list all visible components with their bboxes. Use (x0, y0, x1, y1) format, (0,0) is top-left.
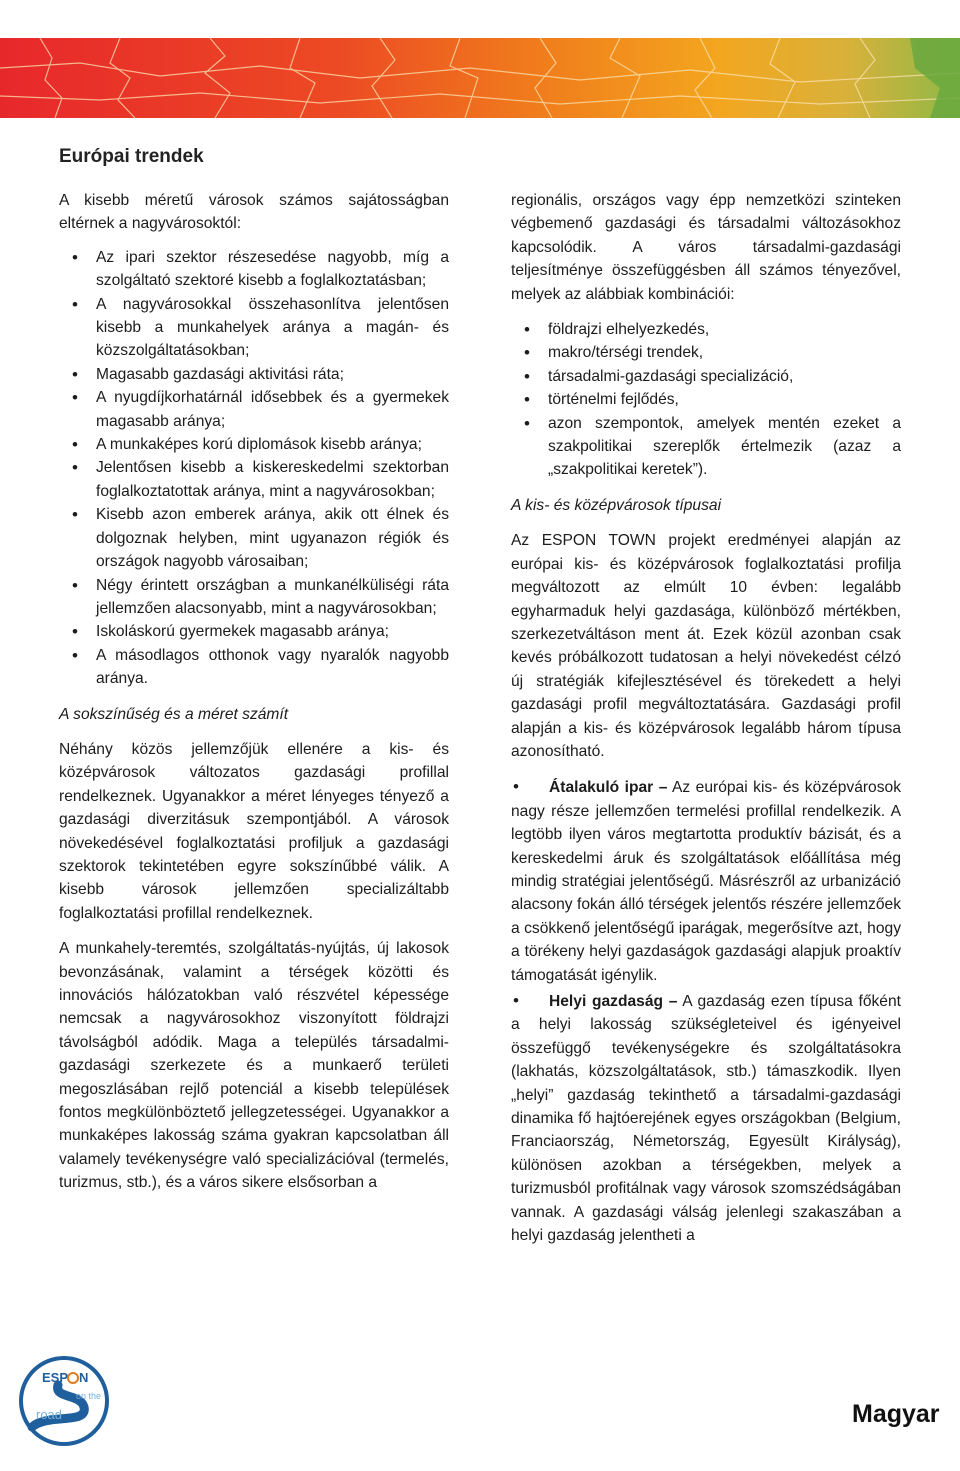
list-item: • A nagyvárosokkal összehasonlítva jelentősen kisebb a munkahelyek aránya a magán- és közszolgáltatásokban; (96, 293, 449, 363)
list-item: • Négy érintett országban a munkanélküliségi ráta jellemzően alacsonyabb, mint a nagyvárosokban; (96, 574, 449, 621)
dash: – (658, 779, 668, 797)
page-title: Európai trendek (59, 146, 204, 167)
list-item: • Magasabb gazdasági aktivitási ráta; (96, 363, 449, 386)
right-column (511, 189, 901, 1249)
town-type-item (511, 989, 901, 1247)
espon-on-the-road-logo (18, 1355, 110, 1447)
list-item: • földrajzi elhelyezkedés, (548, 318, 901, 341)
list-item: • azon szempontok, amelyek mentén ezeket a szakpolitikai szereplők értelmezik (azaz a „szakpolitikai keretek”). (548, 412, 901, 482)
body-paragraph: Néhány közös jellemzőjük ellenére a kis- és középvárosok változatos gazdasági profillal rendelkeznek. Ugyanakkor a méret lényeges tényező a gazdasági diverzitásuk szempontjából. A városok növekedésével foglalkoztatási profiljuk a gazdasági szektorok tekintetében egyre sokszínűbbé válik. A kisebb városok jellemzően specializáltabb foglalkoztatási profillal rendelkeznek. (59, 740, 449, 922)
list-item: • Kisebb azon emberek aránya, akik ott élnek és dolgoznak helyben, mint ugyanazon régiók és országok nagyobb városaiban; (96, 503, 449, 573)
header-banner (0, 38, 960, 118)
language-label: Magyar (852, 1400, 940, 1428)
logo-espon: ESP (42, 1370, 69, 1385)
list-item: • Iskoláskorú gyermekek magasabb aránya; (96, 620, 449, 643)
europe-map-banner-icon (0, 38, 960, 118)
factors-list (511, 318, 901, 482)
body-paragraph: Az ESPON TOWN projekt eredményei alapján az európai kis- és középvárosok foglalkoztatási profilja megváltozott az elmúlt 10 évben: legalább egyharmaduk helyi gazdasága, különböző mértékben, szerkezetváltáson ment át. Ezek közül azonban csak kevés próbálkozott tudatosan a helyi növekedést célzó új stratégiák kifejlesztésével és törekedett a helyi gazdasági profil megváltoztatására. Gazdasági profil alapján a kis- és középvárosok legalább három típusa azonosítható. (511, 532, 901, 760)
logo-road: road (36, 1407, 63, 1422)
town-type-title: Átalakuló ipar (549, 779, 654, 797)
list-item: • Az ipari szektor részesedése nagyobb, míg a szolgáltató szektoré kisebb a foglalkoztatásban; (96, 246, 449, 293)
dash: – (668, 993, 678, 1010)
characteristics-list (59, 246, 449, 691)
list-item: • A munkaképes korú diplomások kisebb aránya; (96, 433, 449, 456)
left-column (59, 189, 449, 1207)
town-type-text: Az európai kis- és középvárosok nagy része jellemzően termelési profillal rendelkezik. A legtöbb ilyen város megtartotta produktív bázisát, és a kereskedelmi áruk és szolgáltatások előállítása még mindig stratégiai jelentőségű. Másrészről az urbanizáció alacsony fokán álló térségek jelentős részére jellemzőek a csökkenő jelentőségű iparágak, megerősítve azt, hogy a törékeny helyi gazdaságok gazdasági alapjuk proaktív támogatását igénylik. (511, 779, 901, 984)
section-subheading: A sokszínűség és a méret számít (59, 705, 289, 723)
town-type-item (511, 775, 901, 987)
left-intro: A kisebb méretű városok számos sajátosságban eltérnek a nagyvárosoktól: (59, 192, 449, 233)
town-types (511, 775, 901, 1247)
body-paragraph: regionális, országos vagy épp nemzetközi szinteken végbemenő gazdasági és társadalmi változásokhoz kapcsolódik. A város társadalmi-gazdasági teljesítménye összefüggésben áll számos tényezővel, melyek az alábbiak kombinációi: (511, 192, 901, 303)
logo-espon-n: N (79, 1370, 89, 1385)
bullet-icon: • (513, 777, 519, 797)
body-paragraph: A munkahely-teremtés, szolgáltatás-nyújtás, új lakosok bevonzásának, valamint a térségek közötti és innovációs hálózatokban való részvétel képessége nemcsak a nagyvárosokhoz viszonyított földrajzi távolságból adódik. Maga a település társadalmi-gazdasági szerkezete és a munkaerő területi megoszlásában rejlő potenciál a kisebb települések fontos megkülönböztető jellegzetességei. Ugyanakkor a munkaképes lakosság száma gyakran kapcsolatban áll valamely tevékenységre való specializációval (termelés, turizmus, stb.), és a város sikere elsősorban a (59, 940, 449, 1192)
list-item: • történelmi fejlődés, (548, 388, 901, 411)
list-item: • makro/térségi trendek, (548, 341, 901, 364)
list-item: • társadalmi-gazdasági specializáció, (548, 365, 901, 388)
town-type-title: Helyi gazdaság (549, 993, 664, 1010)
section-subheading: A kis- és középvárosok típusai (511, 496, 722, 514)
logo-on-the: on the (76, 1391, 102, 1401)
list-item: • Jelentősen kisebb a kiskereskedelmi szektorban foglalkoztatottak aránya, mint a nagyvárosokban; (96, 456, 449, 503)
town-type-text: A gazdaság ezen típusa főként a helyi lakosság szükségleteivel és igényeivel összefüggő tevékenységekre és szolgáltatásokra (lakhatás, közszolgáltatások, stb.) támaszkodik. Ilyen „helyi” gazdaság tekinthető a társadalmi-gazdasági dinamika fő hajtóerejének egyes országokban (Belgium, Franciaország, Németország, Egyesült Királyság), különösen azokban a térségekben, melyek a turizmusból profitálnak vagy városok szomszédságában vannak. A gazdasági válság jelenlegi szakaszában a helyi gazdaság jelentheti a (511, 993, 901, 1245)
list-item: • A nyugdíjkorhatárnál idősebbek és a gyermekek magasabb aránya; (96, 386, 449, 433)
bullet-icon: • (513, 991, 519, 1010)
list-item: • A másodlagos otthonok vagy nyaralók nagyobb aránya. (96, 644, 449, 691)
